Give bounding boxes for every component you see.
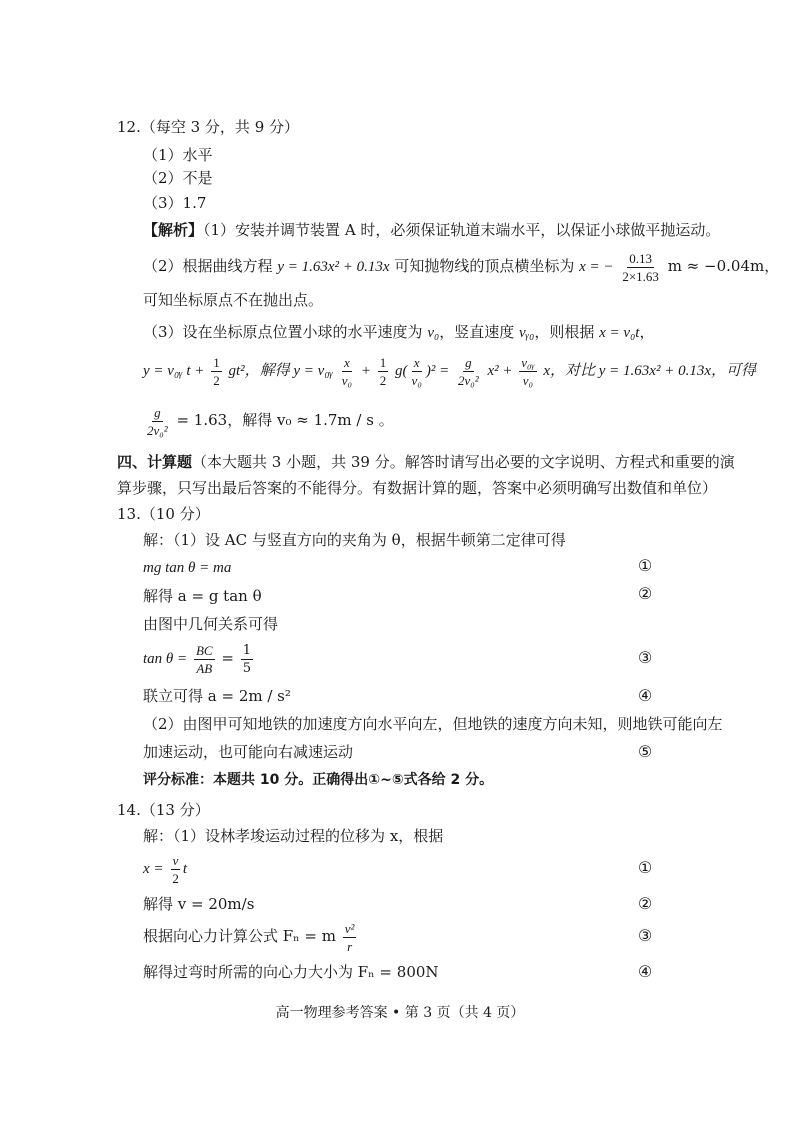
fraction	[170, 854, 181, 885]
fraction-numerator: 1	[242, 642, 251, 658]
fraction-denominator: AB	[196, 660, 213, 676]
equation-number-4: ④	[637, 686, 653, 705]
fraction-denominator: 2v₀²	[147, 422, 168, 438]
fraction-numerator: 1	[213, 354, 220, 370]
equation: =	[221, 649, 234, 667]
fraction	[211, 356, 222, 387]
fraction-numerator: v₀ᵧ	[521, 354, 535, 370]
section-4-desc-2: 算步骤，只写出最后答案的不能得分。有数据计算的题，答案中必须明确写出数值和单位）	[117, 479, 718, 497]
fraction-numerator: x	[344, 354, 350, 370]
fraction	[241, 644, 253, 675]
q14-equation-4: 解得过弯时所需的向心力大小为 Fₙ = 800N	[143, 963, 439, 981]
q12-answer-1: （1）水平	[143, 146, 213, 164]
text-segment: （3）设在坐标原点位置小球的水平速度为	[143, 323, 423, 341]
q13-line-4: 由图中几何关系可得	[143, 615, 279, 633]
equation-number-2: ②	[637, 894, 653, 913]
q14-header: 14.（13 分）	[117, 801, 210, 819]
fraction	[145, 406, 170, 437]
equation-number-3: ③	[637, 926, 653, 945]
equation: gt²，解得 y = v₀ᵧ	[228, 363, 333, 379]
fraction-denominator: 2	[172, 870, 179, 886]
section-title: 四、计算题	[117, 453, 193, 471]
q14-equation-1	[143, 850, 187, 887]
text-segment: 根据向心力计算公式 Fₙ = m	[143, 927, 336, 945]
equation-number-3: ③	[637, 648, 653, 667]
fraction-denominator: v₀	[411, 372, 422, 388]
q13-line-8: 加速运动，也可能向右减速运动	[143, 743, 354, 761]
fraction-numerator: 0.13	[629, 250, 652, 266]
fraction-denominator: 2v₀²	[458, 372, 479, 388]
equation: x = v₀t	[599, 325, 640, 341]
q14-line-1: 解：（1）设林孝埈运动过程的位移为 x，根据	[143, 827, 444, 845]
equation: tan θ =	[143, 651, 188, 667]
fraction-numerator: g	[465, 354, 472, 370]
q13-line-7: （2）由图甲可知地铁的加速度方向水平向左，但地铁的速度方向未知，则地铁可能向左	[143, 715, 723, 733]
equation-number-5: ⑤	[637, 742, 653, 761]
fraction-denominator: 2	[213, 372, 220, 388]
section-4-intro	[117, 452, 735, 472]
q12-explanation-2	[143, 250, 779, 283]
fraction	[343, 922, 357, 953]
explanation-text-1: （1）安装并调节装置 A 时，必须保证轨道末端水平，以保证小球做平抛运动。	[203, 221, 721, 239]
fraction	[620, 252, 661, 283]
q12-explanation-5	[143, 352, 756, 389]
q12-answer-3: （3）1.7	[143, 194, 207, 212]
equation-number-1: ①	[637, 556, 653, 575]
fraction-numerator: BC	[195, 642, 213, 658]
q12-answer-2: （2）不是	[143, 169, 213, 187]
q12-header: 12.（每空 3 分，共 9 分）	[117, 118, 300, 136]
q12-explanation-4	[143, 322, 654, 343]
text-segment: （2）根据曲线方程	[143, 257, 273, 275]
equation: g(	[395, 363, 408, 379]
q14-equation-2: 解得 v = 20m/s	[143, 895, 255, 913]
explanation-label: 【解析】	[143, 221, 204, 239]
q13-scoring: 评分标准：本题共 10 分。正确得出①~⑤式各给 2 分。	[143, 772, 494, 788]
text-segment: m ≈ −0.04m，	[667, 257, 780, 275]
q13-equation-4: 联立可得 a = 2m / s²	[143, 687, 291, 705]
fraction-numerator: g	[154, 404, 161, 420]
q12-explanation-3: 可知坐标原点不在抛出点。	[143, 291, 324, 309]
fraction	[340, 356, 354, 387]
fraction-denominator: 5	[242, 660, 251, 676]
q13-equation-1: mg tan θ = ma	[143, 560, 232, 576]
equation: vᵧ₀	[519, 325, 535, 341]
text-segment: ，则根据	[534, 323, 595, 341]
fraction-denominator: 2×1.63	[622, 268, 659, 284]
fraction	[194, 644, 215, 675]
equation: +	[360, 363, 371, 379]
fraction-denominator: 2	[379, 372, 387, 388]
equation-number-4: ④	[637, 962, 653, 981]
equation-number-2: ②	[637, 584, 653, 603]
fraction-denominator: v₀	[522, 372, 534, 388]
q13-equation-3	[143, 640, 255, 677]
equation: x，对比 y = 1.63x² + 0.13x，可得	[543, 363, 756, 379]
equation: x =	[143, 861, 164, 877]
text-segment: = 1.63，解得 v₀ ≈ 1.7m / s 。	[176, 411, 394, 429]
text-segment: ，竖直速度	[439, 323, 515, 341]
q13-equation-2: 解得 a = g tan θ	[143, 587, 262, 605]
equation-number-1: ①	[637, 858, 653, 877]
page-footer: 高一物理参考答案 • 第 3 页（共 4 页）	[275, 1005, 525, 1021]
equation: y = v₀ᵧ t +	[143, 363, 205, 379]
q12-explanation-6	[143, 402, 394, 438]
text-segment: ，	[639, 323, 655, 341]
equation: v₀	[427, 325, 440, 341]
q14-equation-3	[143, 918, 358, 954]
fraction-denominator: v₀	[341, 372, 353, 388]
equation: x = −	[579, 259, 614, 275]
equation: y = 1.63x² + 0.13x	[277, 259, 390, 275]
fraction-numerator: v²	[344, 920, 355, 936]
fraction-numerator: v	[172, 852, 179, 868]
fraction-numerator: x	[413, 354, 420, 370]
text-segment: 可知抛物线的顶点横坐标为	[394, 257, 575, 275]
fraction	[378, 356, 389, 387]
section-desc-1: （本大题共 3 小题，共 39 分。解答时请写出必要的文字说明、方程式和重要的演	[192, 453, 735, 471]
fraction	[410, 356, 424, 387]
q13-header: 13.（10 分）	[117, 505, 210, 523]
fraction-numerator: 1	[379, 354, 387, 370]
q13-line-1: 解：（1）设 AC 与竖直方向的夹角为 θ，根据牛顿第二定律可得	[143, 531, 566, 549]
fraction	[519, 356, 536, 387]
equation: x² +	[487, 363, 513, 379]
fraction	[456, 356, 481, 387]
q12-explanation-1	[143, 220, 720, 240]
equation: )² =	[425, 363, 450, 379]
equation: t	[182, 861, 187, 877]
fraction-denominator: r	[347, 938, 353, 954]
